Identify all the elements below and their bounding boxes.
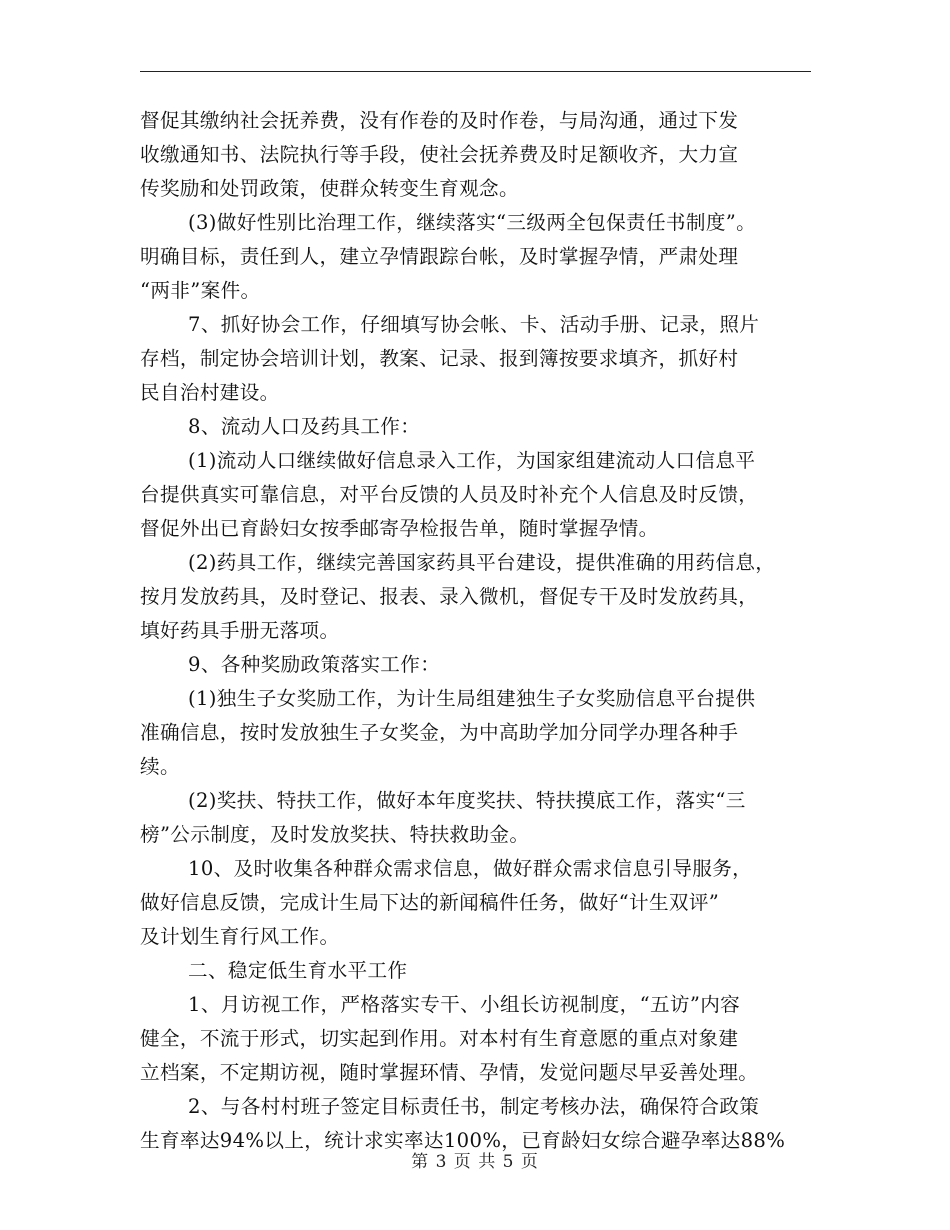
header-rule [140,71,811,72]
text-line: 督促其缴纳社会抚养费，没有作卷的及时作卷，与局沟通，通过下发 [140,109,739,132]
text-line: 1、月访视工作，严格落实专干、小组长访视制度，“五访”内容 [188,993,741,1016]
text-line: 2、与各村村班子签定目标责任书，制定考核办法，确保符合政策 [188,1095,760,1118]
text-line: (3)做好性别比治理工作，继续落实“三级两全包保责任书制度”。 [188,211,757,234]
text-line: (1)独生子女奖励工作，为计生局组建独生子女奖励信息平台提供 [188,687,756,710]
section-heading: 二、稳定低生育水平工作 [188,959,408,982]
text-line: 明确目标，责任到人，建立孕情跟踪台帐，及时掌握孕情，严肃处理 [140,245,739,268]
page-number: 第 3 页 共 5 页 [411,1152,539,1172]
text-line: (2)奖扶、特扶工作，做好本年度奖扶、特扶摸底工作，落实“三 [188,789,746,812]
text-line: 续。 [140,755,180,778]
text-line: 按月发放药具，及时登记、报表、录入微机，督促专干及时发放药具， [140,585,759,608]
text-line: “两非”案件。 [140,279,261,302]
text-line: 10、及时收集各种群众需求信息，做好群众需求信息引导服务， [188,857,753,880]
text-line: (1)流动人口继续做好信息录入工作，为国家组建流动人口信息平 [188,449,756,472]
text-line: 及计划生育行风工作。 [140,925,340,948]
text-line: 榜”公示制度，及时发放奖扶、特扶救助金。 [140,823,530,846]
text-line: 健全，不流于形式，切实起到作用。对本村有生育意愿的重点对象建 [140,1027,739,1050]
text-line: 填好药具手册无落项。 [140,619,340,642]
body-text [140,104,820,1158]
text-line: 7、抓好协会工作，仔细填写协会帐、卡、活动手册、记录，照片 [188,313,760,336]
text-line: 台提供真实可靠信息，对平台反馈的人员及时补充个人信息及时反馈， [140,483,759,506]
text-line: (2)药具工作，继续完善国家药具平台建设，提供准确的用药信息， [188,551,776,574]
text-line: 存档，制定协会培训计划，教案、记录、报到簿按要求填齐，抓好村 [140,347,739,370]
text-line: 生育率达94%以上，统计求实率达100%，已育龄妇女综合避孕率达88% [140,1129,786,1152]
text-line: 做好信息反馈，完成计生局下达的新闻稿件任务，做好“计生双评” [140,891,720,914]
text-line: 传奖励和处罚政策，使群众转变生育观念。 [140,177,519,200]
section-heading: 8、流动人口及药具工作： [188,415,421,438]
text-line: 收缴通知书、法院执行等手段，使社会抚养费及时足额收齐，大力宣 [140,143,739,166]
text-line: 准确信息，按时发放独生子女奖金，为中高助学加分同学办理各种手 [140,721,739,744]
text-line: 立档案，不定期访视，随时掌握环情、孕情，发觉问题尽早妥善处理。 [140,1061,759,1084]
section-heading: 9、各种奖励政策落实工作： [188,653,441,676]
text-line: 督促外出已育龄妇女按季邮寄孕检报告单，随时掌握孕情。 [140,517,659,540]
text-line: 民自治村建设。 [140,381,280,404]
